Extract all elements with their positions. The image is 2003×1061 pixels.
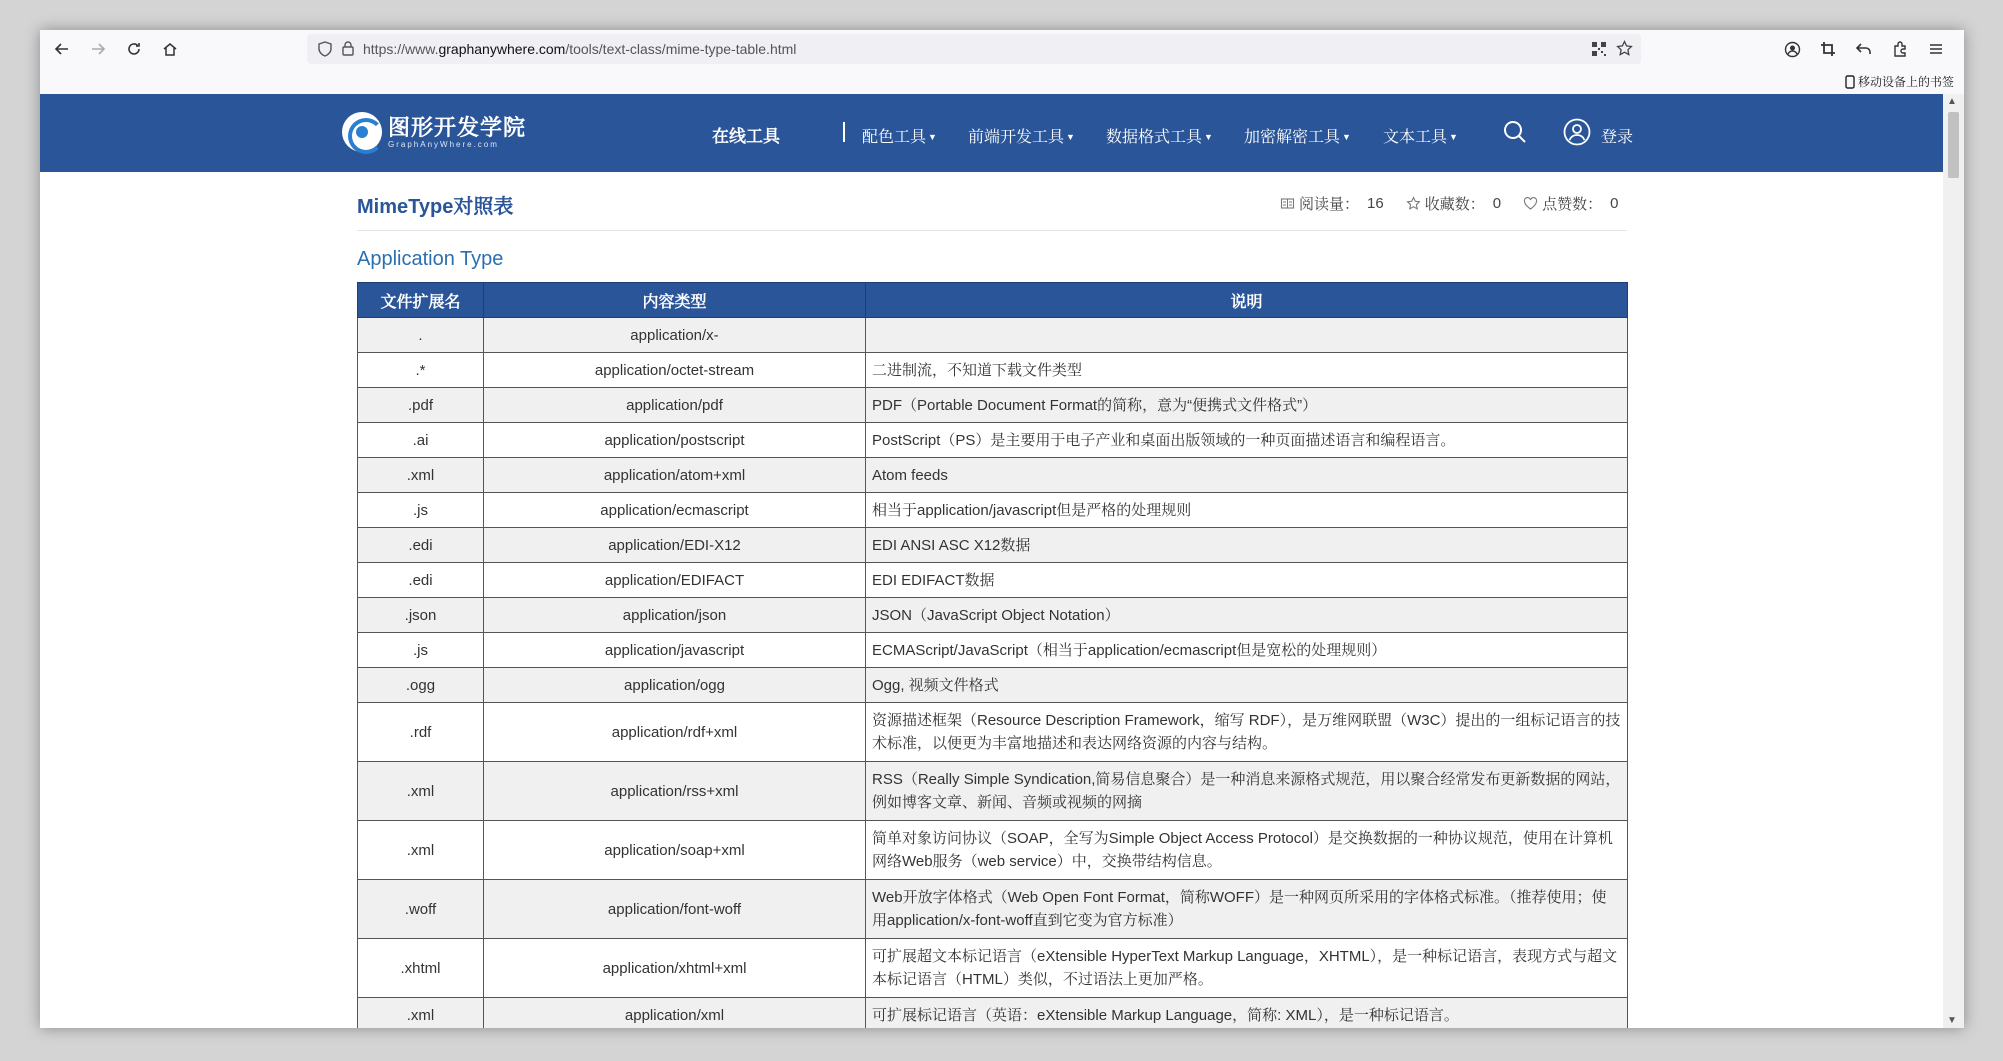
cell-description: EDI ANSI ASC X12数据	[866, 528, 1628, 563]
cell-content-type: application/javascript	[484, 633, 866, 668]
browser-window	[40, 30, 1964, 1028]
back-arrow-icon[interactable]	[50, 37, 74, 61]
cell-extension: .xml	[358, 458, 484, 493]
nav-item-data-format-tools[interactable]: 数据格式工具 ▼	[1106, 129, 1213, 146]
qr-code-icon[interactable]	[1591, 41, 1607, 62]
cell-content-type: application/xhtml+xml	[484, 939, 866, 998]
cell-description: Ogg, 视频文件格式	[866, 668, 1628, 703]
header-extension: 文件扩展名	[358, 283, 484, 318]
cell-description: JSON（JavaScript Object Notation）	[866, 598, 1628, 633]
bookmark-star-icon[interactable]	[1616, 40, 1633, 62]
favorite-count-stat[interactable]: 收藏数： 0	[1406, 193, 1501, 214]
read-count-stat: 阅读量： 16	[1280, 193, 1384, 214]
logo-mark-icon	[342, 112, 382, 152]
cell-extension: .*	[358, 353, 484, 388]
site-logo[interactable]	[342, 112, 526, 152]
cell-description: EDI EDIFACT数据	[866, 563, 1628, 598]
like-count-stat[interactable]: 点赞数： 0	[1523, 193, 1618, 214]
caret-down-icon: ▼	[1342, 132, 1351, 142]
mime-type-table	[357, 282, 1628, 1028]
cell-content-type: application/octet-stream	[484, 353, 866, 388]
cell-extension: .rdf	[358, 703, 484, 762]
cell-description: RSS（Really Simple Syndication,简易信息聚合）是一种消息来源格式规范，用以聚合经常发布更新数据的网站，例如博客文章、新闻、音频或视频的网摘	[866, 762, 1628, 821]
lock-icon[interactable]	[341, 40, 355, 61]
address-bar[interactable]	[307, 34, 1641, 64]
extensions-icon[interactable]	[1888, 37, 1912, 61]
reload-icon[interactable]	[122, 37, 146, 61]
cell-content-type: application/postscript	[484, 423, 866, 458]
nav-separator	[843, 122, 845, 142]
nav-item-color-tools[interactable]: 配色工具 ▼	[862, 129, 937, 146]
shield-icon[interactable]	[317, 41, 333, 62]
cell-description: ECMAScript/JavaScript（相当于application/ecmascript但是宽松的处理规则）	[866, 633, 1628, 668]
mobile-bookmarks-label: 移动设备上的书签	[1857, 75, 1954, 89]
scroll-down-icon[interactable]: ▼	[1947, 1015, 1957, 1026]
bookmarks-bar	[40, 68, 1964, 94]
like-count: 0	[1610, 195, 1619, 212]
table-header-row	[358, 283, 1628, 318]
nav-item-crypto-tools[interactable]: 加密解密工具 ▼	[1244, 129, 1351, 146]
nav-item-frontend-tools[interactable]: 前端开发工具 ▼	[968, 129, 1075, 146]
cell-extension: .	[358, 318, 484, 353]
cell-extension: .js	[358, 633, 484, 668]
cell-content-type: application/soap+xml	[484, 821, 866, 880]
cell-extension: .woff	[358, 880, 484, 939]
cell-extension: .xhtml	[358, 939, 484, 998]
cell-description: 二进制流，不知道下载文件类型	[866, 353, 1628, 388]
cell-description	[866, 318, 1628, 353]
cell-content-type: application/EDIFACT	[484, 563, 866, 598]
table-row	[358, 880, 1628, 939]
header-content-type: 内容类型	[484, 283, 866, 318]
read-count: 16	[1367, 195, 1384, 212]
mobile-bookmarks[interactable]	[1845, 73, 1954, 90]
page-scrollbar[interactable]	[1943, 94, 1964, 1028]
section-title: Application Type	[357, 248, 504, 270]
cell-content-type: application/x-	[484, 318, 866, 353]
cell-content-type: application/rss+xml	[484, 762, 866, 821]
cell-description: PDF（Portable Document Format的简称，意为“便携式文件格式”）	[866, 388, 1628, 423]
caret-down-icon: ▼	[1204, 132, 1213, 142]
table-row	[358, 633, 1628, 668]
cell-extension: .xml	[358, 821, 484, 880]
favorite-count: 0	[1492, 195, 1502, 212]
table-row	[358, 598, 1628, 633]
cell-content-type: application/xml	[484, 998, 866, 1029]
cell-description: Atom feeds	[866, 458, 1628, 493]
title-divider	[357, 230, 1627, 231]
table-row	[358, 563, 1628, 598]
table-row	[358, 668, 1628, 703]
login-link[interactable]: 登录	[1601, 129, 1634, 146]
table-row	[358, 821, 1628, 880]
caret-down-icon: ▼	[1066, 132, 1075, 142]
cell-content-type: application/rdf+xml	[484, 703, 866, 762]
mobile-device-icon	[1845, 75, 1855, 89]
cell-description: 可扩展标记语言（英语：eXtensible Markup Language，简称: XML），是一种标记语言。	[866, 998, 1628, 1029]
crop-icon[interactable]	[1816, 37, 1840, 61]
cell-extension: .ogg	[358, 668, 484, 703]
table-row	[358, 939, 1628, 998]
table-row	[358, 528, 1628, 563]
table-row	[358, 388, 1628, 423]
search-icon[interactable]	[1503, 120, 1527, 144]
cell-extension: .xml	[358, 762, 484, 821]
caret-down-icon: ▼	[1449, 132, 1458, 142]
heart-icon	[1523, 196, 1538, 211]
table-row	[358, 703, 1628, 762]
cell-extension: .pdf	[358, 388, 484, 423]
table-row	[358, 998, 1628, 1029]
logo-en-text: GraphAnyWhere.com	[388, 139, 499, 149]
cell-extension: .ai	[358, 423, 484, 458]
logo-cn-text: 图形开发学院	[388, 114, 527, 140]
cell-content-type: application/atom+xml	[484, 458, 866, 493]
cell-extension: .edi	[358, 563, 484, 598]
page-viewport	[40, 94, 1943, 1028]
browser-toolbar	[40, 30, 1964, 68]
nav-item-text-tools[interactable]: 文本工具 ▼	[1383, 129, 1458, 146]
cell-extension: .js	[358, 493, 484, 528]
cell-content-type: application/pdf	[484, 388, 866, 423]
table-row	[358, 423, 1628, 458]
nav-online-tools[interactable]: 在线工具	[712, 127, 780, 146]
cell-content-type: application/EDI-X12	[484, 528, 866, 563]
cell-description: 可扩展超文本标记语言（eXtensible HyperText Markup Language，XHTML），是一种标记语言，表现方式与超文本标记语言（HTML）类似，不过语法上更加严格。	[866, 939, 1628, 998]
cell-description: 相当于application/javascript但是严格的处理规则	[866, 493, 1628, 528]
cell-extension: .json	[358, 598, 484, 633]
home-icon[interactable]	[158, 37, 182, 61]
scroll-up-icon[interactable]: ▲	[1947, 96, 1957, 107]
cell-content-type: application/ogg	[484, 668, 866, 703]
url-text[interactable]: https://www.graphanywhere.com/tools/text-class/mime-type-table.html	[363, 41, 797, 57]
table-row	[358, 493, 1628, 528]
book-icon	[1280, 196, 1295, 211]
user-icon[interactable]	[1563, 118, 1591, 146]
cell-extension: .xml	[358, 998, 484, 1029]
table-row	[358, 353, 1628, 388]
scrollbar-thumb[interactable]	[1948, 112, 1959, 178]
star-icon	[1406, 196, 1421, 211]
page-stats	[1280, 193, 1618, 214]
cell-description: Web开放字体格式（Web Open Font Format，简称WOFF）是一种网页所采用的字体格式标准。（推荐使用；使用application/x-font-woff直到它变为官方标准）	[866, 880, 1628, 939]
site-header	[40, 94, 1943, 172]
table-row	[358, 762, 1628, 821]
cell-content-type: application/ecmascript	[484, 493, 866, 528]
cell-content-type: application/font-woff	[484, 880, 866, 939]
account-icon[interactable]	[1780, 37, 1804, 61]
table-row	[358, 458, 1628, 493]
forward-arrow-icon[interactable]	[86, 37, 110, 61]
table-row	[358, 318, 1628, 353]
header-description: 说明	[866, 283, 1628, 318]
caret-down-icon: ▼	[928, 132, 937, 142]
cell-content-type: application/json	[484, 598, 866, 633]
cell-extension: .edi	[358, 528, 484, 563]
cell-description: 简单对象访问协议（SOAP，全写为Simple Object Access Protocol）是交换数据的一种协议规范，使用在计算机网络Web服务（web service）中，交换带结构信息。	[866, 821, 1628, 880]
page-title: MimeType对照表	[357, 196, 514, 218]
undo-icon[interactable]	[1852, 37, 1876, 61]
cell-description: 资源描述框架（Resource Description Framework，缩写 RDF），是万维网联盟（W3C）提出的一组标记语言的技术标准，以便更为丰富地描述和表达网络资源的内容与结构。	[866, 703, 1628, 762]
menu-icon[interactable]	[1924, 37, 1948, 61]
cell-description: PostScript（PS）是主要用于电子产业和桌面出版领域的一种页面描述语言和编程语言。	[866, 423, 1628, 458]
